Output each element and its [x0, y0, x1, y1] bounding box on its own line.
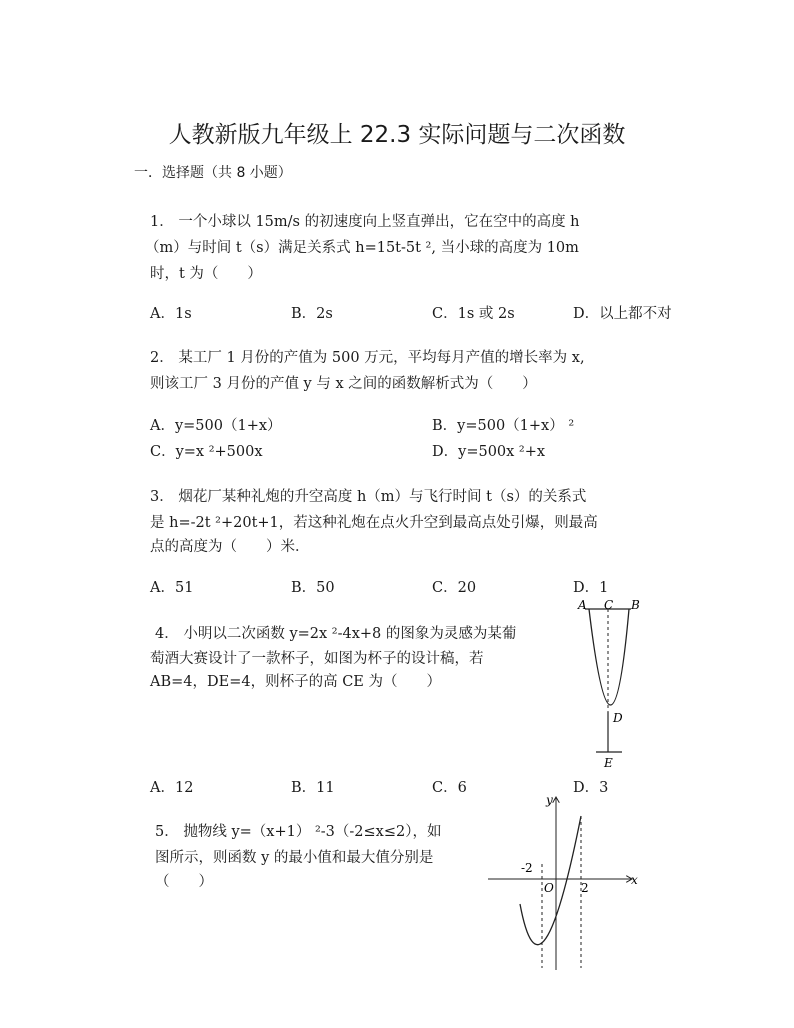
q3-line-1: 3． 烟花厂某种礼炮的升空高度 h（m）与飞行时间 t（s）的关系式 — [150, 489, 587, 505]
q1-option-d: D．以上都不对 — [573, 306, 672, 322]
q2-line-1: 2． 某工厂 1 月份的产值为 500 万元，平均每月产值的增长率为 x, — [150, 350, 585, 366]
q1-line-3: 时，t 为（ ） — [150, 266, 262, 282]
page-title: 人教新版九年级上 22.3 实际问题与二次函数 — [168, 122, 626, 148]
cup-figure — [570, 594, 640, 774]
label-neg2: -2 — [521, 861, 533, 875]
q2-option-c: C．y=x ²+500x — [150, 444, 263, 460]
cup-parabola — [589, 609, 629, 705]
q3-option-a: A．51 — [150, 580, 194, 596]
section-heading: 一．选择题（共 8 小题） — [134, 165, 292, 181]
label-a: A — [578, 598, 587, 612]
q4-option-c: C．6 — [432, 780, 467, 796]
q4-line-2: 萄酒大赛设计了一款杯子，如图为杯子的设计稿，若 — [150, 651, 484, 667]
label-y: y — [546, 793, 553, 807]
label-c: C — [604, 598, 614, 612]
q5-line-3: （ ） — [155, 874, 213, 890]
q2-option-d: D．y=500x ²+x — [432, 444, 546, 460]
q1-line-1: 1． 一个小球以 15m/s 的初速度向上竖直弹出，它在空中的高度 h — [150, 214, 580, 230]
q5-line-1: 5． 抛物线 y=（x+1） ²-3（-2≤x≤2），如 — [155, 824, 442, 840]
q5-line-2: 图所示，则函数 y 的最小值和最大值分别是 — [155, 850, 434, 866]
label-origin: O — [544, 881, 554, 895]
q2-line-2: 则该工厂 3 月份的产值 y 与 x 之间的函数解析式为（ ） — [150, 376, 537, 392]
q3-option-b: B．50 — [291, 580, 335, 596]
q4-option-b: B．11 — [291, 780, 335, 796]
q1-option-a: A．1s — [150, 306, 192, 322]
q1-option-c: C．1s 或 2s — [432, 306, 515, 322]
q1-option-b: B．2s — [291, 306, 333, 322]
q4-line-1: 4． 小明以二次函数 y=2x ²-4x+8 的图象为灵感为某葡 — [155, 626, 517, 642]
q3-line-3: 点的高度为（ ）米． — [150, 539, 310, 555]
q2-option-b: B．y=500（1+x） ² — [432, 418, 575, 434]
label-x: x — [631, 873, 638, 887]
q3-option-d: D．1 — [573, 580, 609, 596]
label-b: B — [631, 598, 640, 612]
label-d: D — [613, 711, 623, 725]
label-e: E — [604, 756, 613, 770]
q3-line-2: 是 h=-2t ²+20t+1，若这种礼炮在点火升空到最高点处引爆，则最高 — [150, 515, 598, 531]
q4-option-d: D．3 — [573, 780, 609, 796]
q2-option-a: A．y=500（1+x） — [150, 418, 282, 434]
q1-line-2: （m）与时间 t（s）满足关系式 h=15t-5t ², 当小球的高度为 10m — [145, 240, 579, 256]
q4-option-a: A．12 — [150, 780, 194, 796]
q3-option-c: C．20 — [432, 580, 477, 596]
label-2: 2 — [581, 881, 589, 895]
parabola-graph — [484, 792, 644, 974]
q4-line-3: AB=4，DE=4，则杯子的高 CE 为（ ） — [150, 674, 441, 690]
